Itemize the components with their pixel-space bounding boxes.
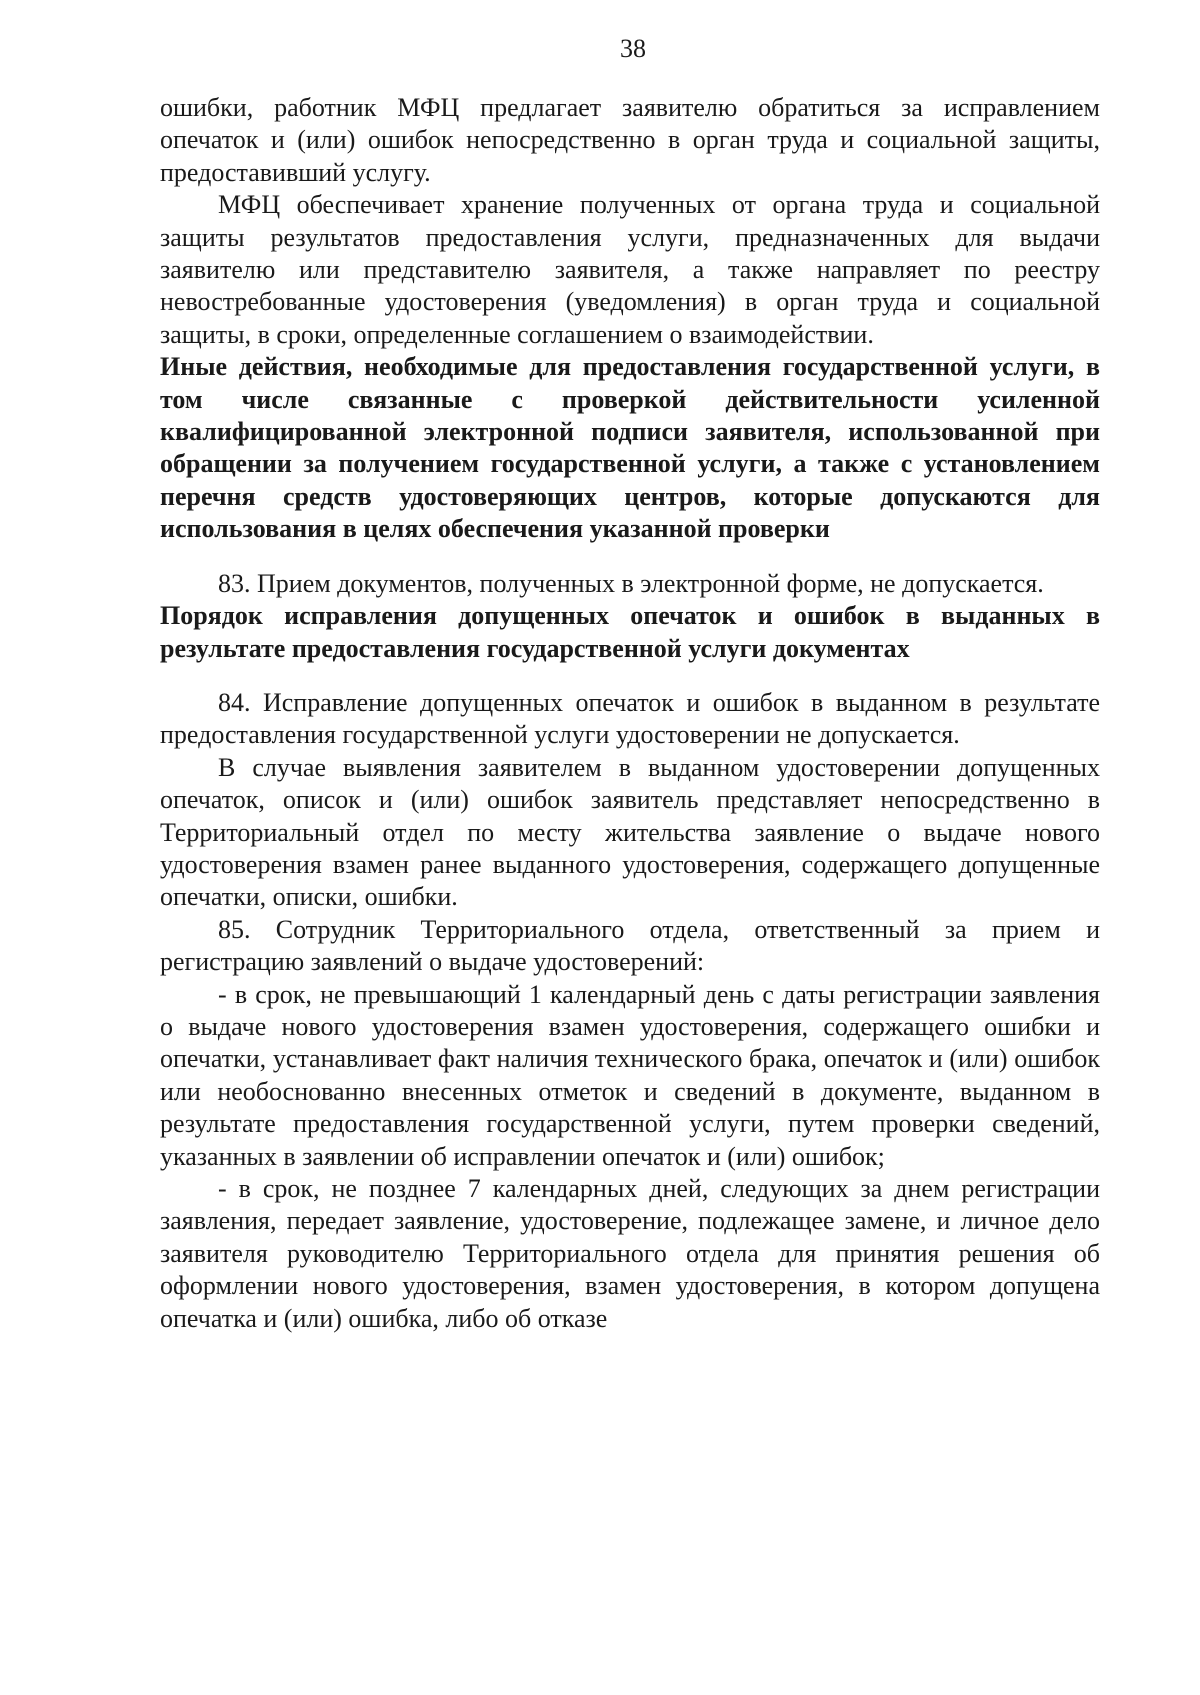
paragraph-mfc-storage: МФЦ обеспечивает хранение полученных от органа труда и социальной защиты результатов предоставления услуги, предназначенных для выдачи заявителю или представителю заявителя, а также направляет по реестру невостребованные удостоверения (уведомления) в орган труда и социальной защиты, в сроки, определенные соглашением о взаимодействии.: [160, 190, 1100, 349]
paragraph-84: 84. Исправление допущенных опечаток и ошибок в выданном в результате предоставления государственной услуги удостоверении не допускается.: [160, 687, 1100, 750]
section-heading-other-actions: Иные действия, необходимые для предоставления государственной услуги, в том числе связанные с проверкой действительности усиленной квалифицированной электронной подписи заявителя, использованной при обращении за получением государственной услуги, а также с установлением перечня средств удостоверяющих центров, которые допускаются для использования в целях обеспечения указанной проверки: [160, 352, 1100, 544]
paragraph-83: 83. Прием документов, полученных в электронной форме, не допускается.: [218, 568, 1044, 598]
paragraph-continuation: ошибки, работник МФЦ предлагает заявителю обратиться за исправлением опечаток и (или) ошибок непосредственно в орган труда и социальной защиты, предоставивший услугу.: [160, 93, 1100, 187]
paragraph-85-item-1: - в срок, не превышающий 1 календарный день с даты регистрации заявления о выдаче нового удостоверения взамен удостоверения, содержащего ошибки и опечатки, устанавливает факт наличия технического брака, опечаток и (или) ошибок или необоснованно внесенных отметок и сведений в документе, выданном в результате предоставления государственной услуги, путем проверки сведений, указанных в заявлении об исправлении опечаток и (или) ошибок;: [160, 979, 1100, 1171]
page-number: 38: [620, 34, 646, 63]
paragraph-85-item-2: - в срок, не позднее 7 календарных дней, следующих за днем регистрации заявления, передает заявление, удостоверение, подлежащее замене, и личное дело заявителя руководителю Территориального отдела для принятия решения об оформлении нового удостоверения, взамен удостоверения, в котором допущена опечатка и (или) ошибка, либо об отказе: [160, 1174, 1100, 1333]
paragraph-85: 85. Сотрудник Территориального отдела, ответственный за прием и регистрацию заявлений о выдаче удостоверений:: [160, 914, 1100, 977]
section-heading-correction-procedure: Порядок исправления допущенных опечаток и ошибок в выданных в результате предоставления государственной услуги документах: [160, 601, 1100, 663]
paragraph-84-case: В случае выявления заявителем в выданном удостоверении допущенных опечаток, описок и (или) ошибок заявитель представляет непосредственно в Территориальный отдел по месту жительства заявление о выдаче нового удостоверения взамен ранее выданного удостоверения, содержащего допущенные опечатки, описки, ошибки.: [160, 752, 1100, 912]
document-body: [160, 92, 1100, 1335]
